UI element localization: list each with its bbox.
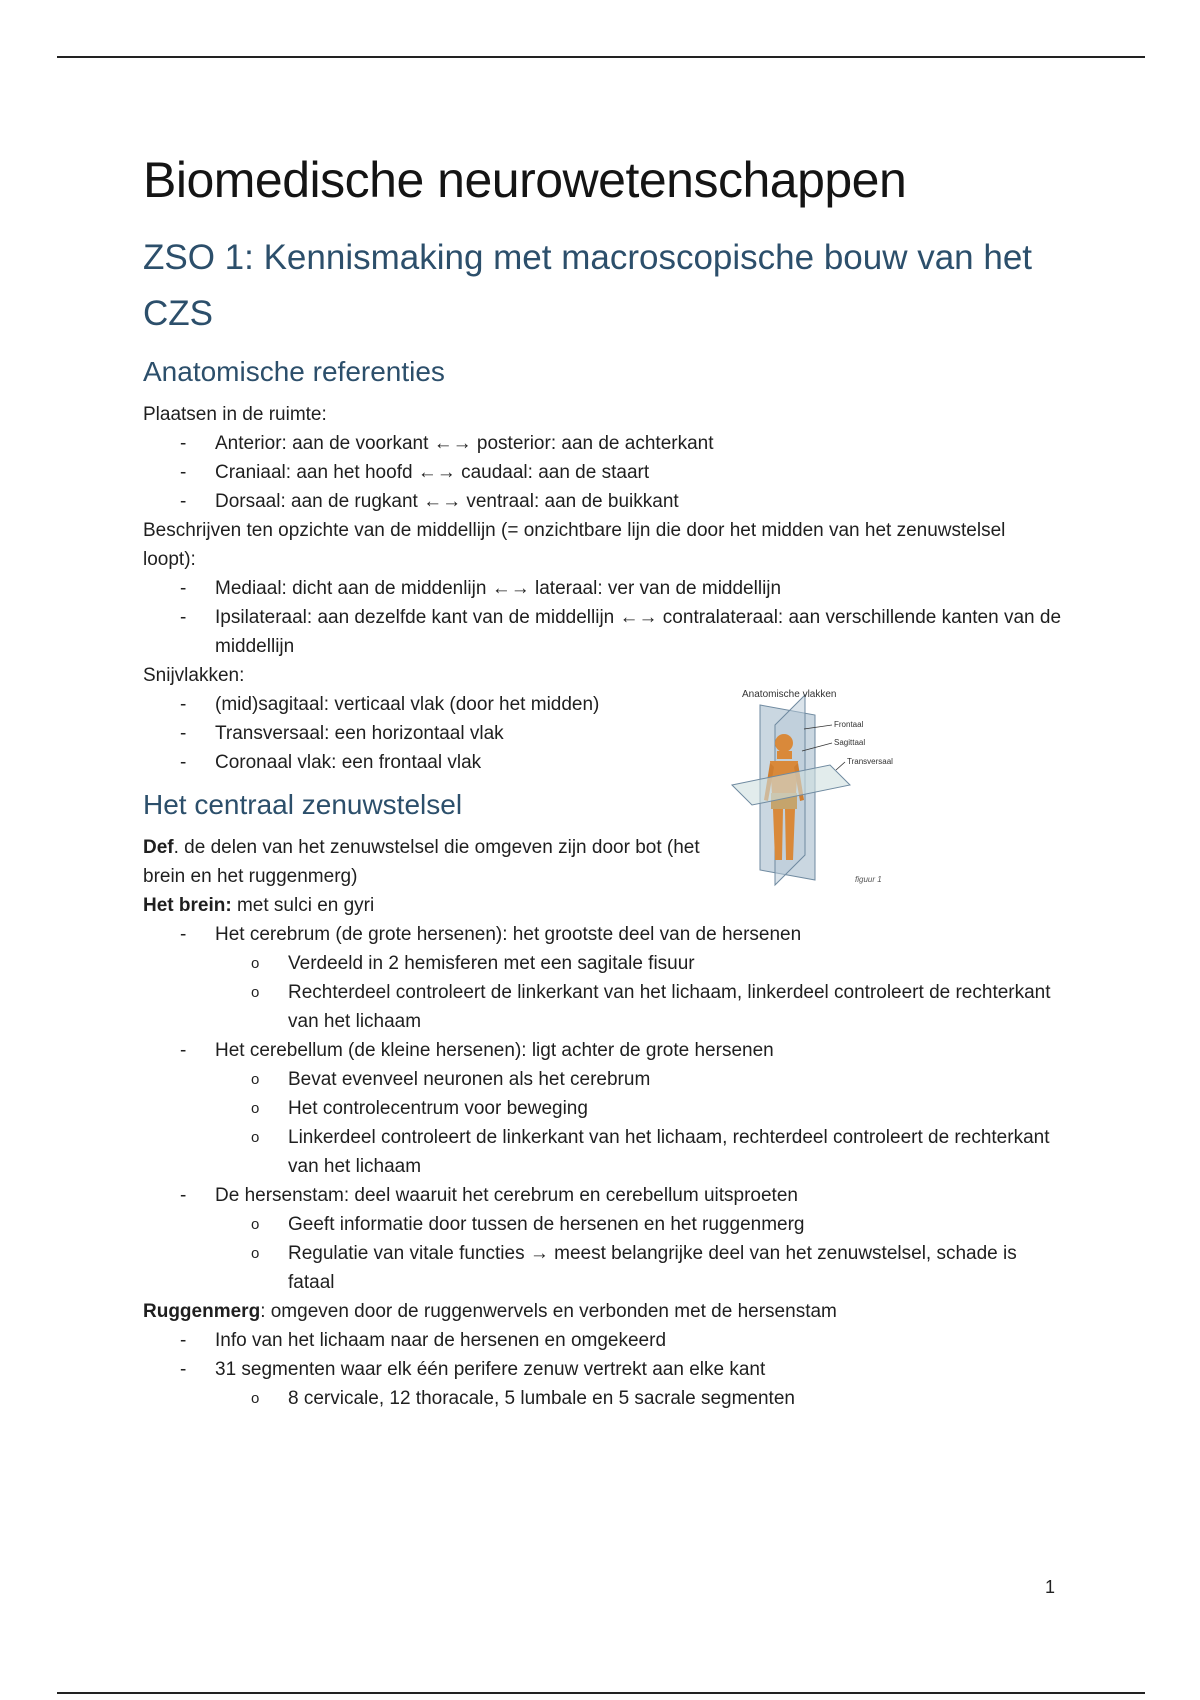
- direction-list: [143, 429, 1063, 516]
- figure-label-sagittaal: Sagittaal: [834, 738, 866, 747]
- figure-label-transversaal: Transversaal: [847, 757, 893, 766]
- sub-list: [215, 949, 1063, 1036]
- list-item: - Het cerebellum (de kleine hersenen): ligt achter de grote hersenen o Bevat evenveel neuronen als het cerebrum o Het controlecentrum voor beweging o Linkerdeel controleert de linkerkant van het lichaam, rechterdeel controleert de rechterkant van het lichaam: [143, 1036, 1063, 1181]
- list-item: - Anterior: aan de voorkant ←→ posterior: aan de achterkant: [180, 433, 714, 454]
- paragraph: Snijvlakken:: [143, 665, 245, 686]
- top-rule: [57, 56, 1145, 58]
- sub-list-item: o Verdeeld in 2 hemisferen met een sagitale fisuur: [251, 953, 695, 974]
- definition-paragraph: Def. de delen van het zenuwstelsel die omgeven zijn door bot (het brein en het ruggenmerg): [143, 837, 700, 887]
- figure-title: Anatomische vlakken: [742, 689, 837, 700]
- anatomical-planes-illustration: [720, 685, 910, 895]
- sub-list-item: o Geeft informatie door tussen de hersenen en het ruggenmerg: [251, 1214, 805, 1235]
- spine-list: [143, 1326, 1063, 1413]
- anatomical-planes-figure: [720, 685, 910, 895]
- list-item: - Ipsilateraal: aan dezelfde kant van de middellijn ←→ contralateraal: aan verschillende kanten van de middellijn: [180, 607, 1062, 657]
- list-item: - Coronaal vlak: een frontaal vlak: [180, 752, 482, 773]
- sub-list-item: o Rechterdeel controleert de linkerkant van het lichaam, linkerdeel controleert de rechterkant van het lichaam: [251, 982, 1051, 1032]
- list-item: - Dorsaal: aan de rugkant ←→ ventraal: aan de buikkant: [180, 491, 679, 512]
- figure-label-frontaal: Frontaal: [834, 720, 864, 729]
- section-heading-centraal-zenuwstelsel: Het centraal zenuwstelsel: [143, 789, 463, 820]
- document-title: Biomedische neurowetenschappen: [143, 152, 907, 208]
- paragraph: Plaatsen in de ruimte:: [143, 404, 327, 425]
- list-item: - Het cerebrum (de grote hersenen): het grootste deel van de hersenen o Verdeeld in 2 hemisferen met een sagitale fisuur o Rechterdeel controleert de linkerkant van het lichaam, linkerdeel controleert de rechterkant van het lichaam: [143, 920, 1063, 1036]
- document-body: [143, 140, 1063, 1413]
- bottom-rule: [57, 1692, 1145, 1694]
- planes-list: [143, 690, 1063, 777]
- sub-list-item: o Regulatie van vitale functies → meest belangrijke deel van het zenuwstelsel, schade is fataal: [251, 1243, 1017, 1293]
- midline-list: [143, 574, 1063, 661]
- sub-list-item: o 8 cervicale, 12 thoracale, 5 lumbale en 5 sacrale segmenten: [251, 1388, 795, 1409]
- list-item: - (mid)sagitaal: verticaal vlak (door het midden): [180, 694, 600, 715]
- list-item: - Mediaal: dicht aan de middenlijn ←→ lateraal: ver van de middellijn: [180, 578, 782, 599]
- sub-list-item: o Bevat evenveel neuronen als het cerebrum: [251, 1069, 651, 1090]
- list-item: - De hersenstam: deel waaruit het cerebrum en cerebellum uitsproeten o Geeft informatie door tussen de hersenen en het ruggenmerg o Regulatie van vitale functies → meest belangrijke deel van het zenuwstelsel, schade is fataal: [143, 1181, 1063, 1297]
- sub-list: [215, 1210, 1063, 1297]
- list-item: - Craniaal: aan het hoofd ←→ caudaal: aan de staart: [180, 462, 650, 483]
- spine-paragraph: Ruggenmerg: omgeven door de ruggenwervels en verbonden met de hersenstam: [143, 1301, 837, 1322]
- sub-list-item: o Linkerdeel controleert de linkerkant van het lichaam, rechterdeel controleert de rechterkant van het lichaam: [251, 1127, 1050, 1177]
- page-number: 1: [1045, 1577, 1056, 1597]
- sub-list: [215, 1384, 1063, 1413]
- sub-list: [215, 1065, 1063, 1181]
- paragraph: Beschrijven ten opzichte van de middellijn (= onzichtbare lijn die door het midden van het zenuwstelsel loopt):: [143, 520, 1006, 570]
- list-item: - Info van het lichaam naar de hersenen en omgekeerd: [180, 1330, 667, 1351]
- chapter-heading: ZSO 1: Kennismaking met macroscopische bouw van het CZS: [143, 238, 1033, 333]
- section-heading-anatomische-referenties: Anatomische referenties: [143, 356, 445, 387]
- list-item: - Transversaal: een horizontaal vlak: [180, 723, 504, 744]
- sub-list-item: o Het controlecentrum voor beweging: [251, 1098, 588, 1119]
- figure-caption: figuur 1: [855, 875, 882, 884]
- brain-parts-list: [143, 920, 1063, 1297]
- brain-paragraph: Het brein: met sulci en gyri: [143, 895, 375, 916]
- list-item: - 31 segmenten waar elk één perifere zenuw vertrekt aan elke kant o 8 cervicale, 12 thoracale, 5 lumbale en 5 sacrale segmenten: [143, 1355, 1063, 1413]
